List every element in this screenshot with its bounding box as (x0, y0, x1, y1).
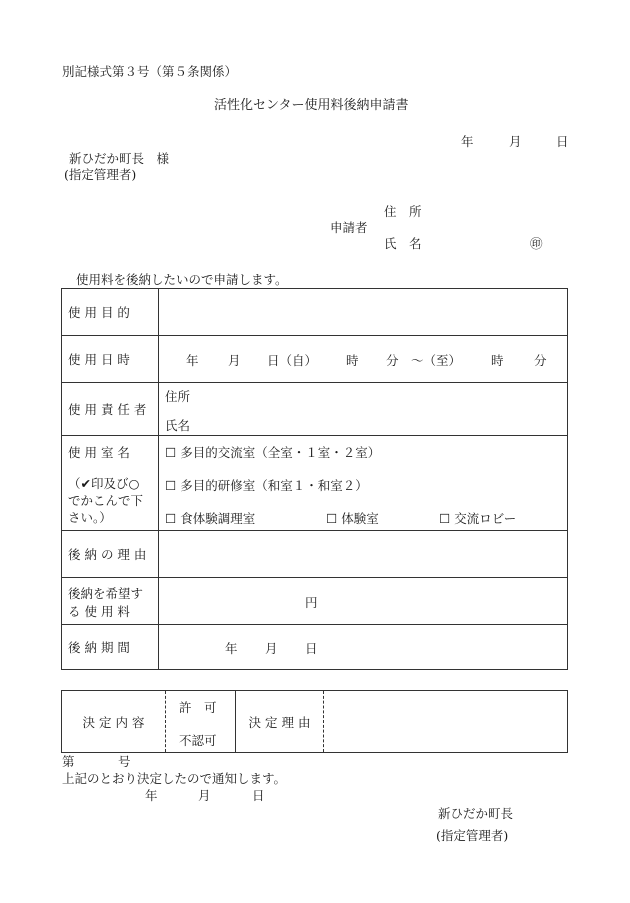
period-day: 日 (305, 641, 318, 656)
number-suffix: 号 (118, 754, 131, 769)
row-period (62, 625, 568, 670)
application-table (61, 288, 568, 670)
room-option-lobby[interactable] (439, 509, 516, 527)
fee-label-cell (62, 578, 159, 625)
issuer-alt: (指定管理者) (436, 828, 509, 843)
datetime-label: 使 用 日 時 (62, 336, 159, 383)
dt-to: ～（至） (411, 353, 462, 368)
dt-hour-to: 時 (491, 353, 504, 368)
row-room (62, 436, 568, 531)
decision-row (62, 691, 568, 753)
period-field[interactable] (159, 625, 568, 670)
dt-minute-to: 分 (534, 353, 547, 368)
row-purpose (62, 289, 568, 336)
dt-day: 日（自） (267, 353, 318, 368)
applicant-address-label: 住 所 (384, 204, 422, 219)
purpose-field[interactable] (159, 289, 568, 336)
period-label: 後 納 期 間 (62, 625, 159, 670)
page-title: 活性化センター使用料後納申請書 (214, 98, 409, 113)
date-year-label: 年 (461, 134, 474, 149)
reason-label: 後 納 の 理 由 (62, 531, 159, 578)
room-note-1: （✔印及び○ (68, 476, 140, 491)
decision-reason-field[interactable] (324, 691, 568, 753)
checkbox-icon[interactable]: ☐ (439, 511, 451, 526)
applicant-name-label: 氏 名 (384, 236, 422, 251)
dt-hour-from: 時 (346, 353, 359, 368)
room-label: 使 用 室 名 (68, 445, 130, 460)
notice-text: 上記のとおり決定したので通知します。 (62, 771, 287, 786)
row-fee (62, 578, 568, 625)
checkbox-icon[interactable]: ☐ (165, 478, 177, 493)
seal-mark: ㊞ (530, 236, 543, 251)
room-option-cooking[interactable] (165, 509, 255, 527)
responsible-person-label: 使 用 責 任 者 (62, 383, 159, 436)
fee-unit: 円 (305, 595, 318, 610)
room-option-experience[interactable] (326, 509, 379, 527)
checkbox-icon[interactable]: ☐ (165, 511, 177, 526)
decision-deny[interactable]: 不認可 (179, 733, 217, 748)
issuer-name: 新ひだか町長 (438, 806, 514, 821)
decision-reason-label: 決 定 理 由 (236, 691, 324, 753)
row-reason (62, 531, 568, 578)
form-number: 別記様式第３号（第５条関係） (62, 64, 238, 79)
period-month: 月 (265, 641, 278, 656)
notice-day: 日 (252, 788, 265, 803)
fee-field[interactable] (159, 578, 568, 625)
room-option-label: 体験室 (341, 511, 379, 526)
purpose-label: 使 用 目 的 (62, 289, 159, 336)
responsible-person-field[interactable] (159, 383, 568, 436)
room-option-label: 多目的交流室（全室・１室・２室） (180, 445, 381, 460)
room-note-2: でかこんで下 (68, 493, 144, 508)
room-note-3: さい。） (68, 510, 112, 525)
row-responsible-person (62, 383, 568, 436)
fee-label-line2: る 使 用 料 (68, 604, 130, 619)
decision-options (166, 691, 236, 753)
person-address-label: 住所 (165, 389, 191, 404)
dt-month: 月 (228, 353, 241, 368)
notice-year: 年 (145, 788, 158, 803)
room-option-multi-exchange[interactable] (165, 443, 380, 461)
addressee-alt: (指定管理者) (64, 167, 137, 182)
date-day-label: 日 (556, 134, 569, 149)
applicant-role-label: 申請者 (330, 220, 368, 235)
decision-approve[interactable]: 許 可 (179, 700, 217, 715)
intro-text: 使用料を後納したいので申請します。 (76, 272, 288, 287)
room-options (159, 436, 568, 531)
room-option-label: 多目的研修室（和室１・和室２） (180, 478, 368, 493)
addressee-name: 新ひだか町長 様 (69, 151, 170, 166)
room-option-label: 食体験調理室 (180, 511, 256, 526)
checkbox-icon[interactable]: ☐ (326, 511, 338, 526)
fee-label-line1: 後納を希望す (68, 586, 144, 601)
checkbox-icon[interactable]: ☐ (165, 445, 177, 460)
dt-year: 年 (186, 353, 199, 368)
dt-minute-from: 分 (386, 353, 399, 368)
period-year: 年 (225, 641, 238, 656)
room-label-cell (62, 436, 159, 531)
date-month-label: 月 (509, 134, 522, 149)
room-option-multi-training[interactable] (165, 476, 368, 494)
room-option-label: 交流ロビー (454, 511, 517, 526)
number-prefix: 第 (62, 754, 75, 769)
notice-month: 月 (198, 788, 211, 803)
decision-table (61, 690, 568, 753)
reason-field[interactable] (159, 531, 568, 578)
person-name-label: 氏名 (165, 418, 191, 433)
datetime-field[interactable] (159, 336, 568, 383)
row-datetime (62, 336, 568, 383)
decision-content-label: 決 定 内 容 (62, 691, 166, 753)
